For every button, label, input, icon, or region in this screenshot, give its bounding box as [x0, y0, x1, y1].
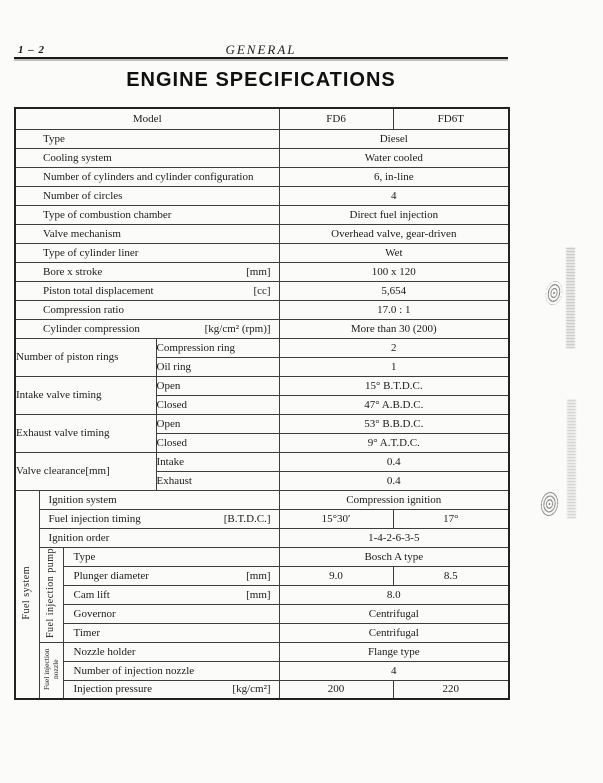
- fuel-injection-nozzle-band: Fuel injection nozzle: [39, 642, 63, 699]
- row-value: Centrifugal: [279, 604, 509, 623]
- sub-label: Intake: [156, 452, 279, 471]
- row-value: Water cooled: [279, 148, 509, 167]
- fd6-column-header: FD6: [279, 108, 393, 129]
- table-row-pump-type: [15, 547, 509, 566]
- table-row-timer: [15, 623, 509, 642]
- row-value: 100 x 120: [279, 262, 509, 281]
- row-value-fd6: 200: [279, 680, 393, 699]
- table-row-cylinder-compression: [15, 319, 509, 338]
- row-value: Centrifugal: [279, 623, 509, 642]
- table-row-ignition-order: [15, 528, 509, 547]
- table-row-injection-nozzle-count: [15, 661, 509, 680]
- row-unit: [cc]: [253, 284, 271, 297]
- group-label-valve-clearance: Valve clearance[mm]: [15, 452, 156, 490]
- row-label: Type of cylinder liner: [43, 246, 139, 259]
- table-row-cylinder-liner: [15, 243, 509, 262]
- row-label: Plunger diameter: [73, 569, 149, 582]
- row-value: Compression ignition: [279, 490, 509, 509]
- row-value: Flange type: [279, 642, 509, 661]
- row-label: Cylinder compression: [43, 322, 140, 335]
- row-label: Timer: [73, 626, 100, 639]
- row-unit: [mm]: [246, 588, 271, 601]
- row-label: Type: [43, 132, 65, 145]
- row-value: 0.4: [279, 452, 509, 471]
- group-label-intake-valve-timing: Intake valve timing: [15, 376, 156, 414]
- row-label: Type of combustion chamber: [43, 208, 172, 221]
- table-row-compression-ratio: [15, 300, 509, 319]
- row-label: Ignition order: [48, 531, 110, 544]
- row-value: More than 30 (200): [279, 319, 509, 338]
- row-label: Cooling system: [43, 151, 112, 164]
- table-row-ignition-system: [15, 490, 509, 509]
- row-label: Bore x stroke: [43, 265, 103, 278]
- table-row-fuel-injection-timing: [15, 509, 509, 528]
- fd6t-column-header: FD6T: [393, 108, 509, 129]
- row-value-fd6t: 8.5: [393, 566, 509, 585]
- table-row-displacement: [15, 281, 509, 300]
- row-value: Direct fuel injection: [279, 205, 509, 224]
- row-label: Valve mechanism: [43, 227, 121, 240]
- row-label: Type: [73, 550, 96, 563]
- table-row-valve-clearance-intake: [15, 452, 509, 471]
- row-value: 4: [279, 661, 509, 680]
- row-label: Number of circles: [43, 189, 123, 202]
- row-value: 1: [279, 357, 509, 376]
- scan-artifact-stripe-top: [566, 248, 575, 348]
- scan-artifact-stripe-bottom: [567, 400, 576, 518]
- row-value: 6, in-line: [279, 167, 509, 186]
- group-label-piston-rings: Number of piston rings: [15, 338, 156, 376]
- sub-label: Closed: [156, 395, 279, 414]
- row-value: 8.0: [279, 585, 509, 604]
- section-header: GENERAL: [225, 42, 297, 57]
- engine-spec-table: [14, 107, 510, 700]
- row-label: Piston total displacement: [43, 284, 154, 297]
- sub-label: Oil ring: [156, 357, 279, 376]
- table-row-cooling-system: [15, 148, 509, 167]
- sub-label: Closed: [156, 433, 279, 452]
- row-label: Compression ratio: [43, 303, 124, 316]
- scan-artifact-blob-top: [544, 280, 565, 307]
- sub-label: Open: [156, 376, 279, 395]
- row-value: Bosch A type: [279, 547, 509, 566]
- row-value-fd6t: 220: [393, 680, 509, 699]
- group-unit: [mm]: [85, 465, 110, 477]
- row-value: 17.0 : 1: [279, 300, 509, 319]
- header-rule: [14, 57, 508, 59]
- row-unit: [B.T.D.C.]: [223, 512, 271, 525]
- row-unit: [mm]: [246, 265, 271, 278]
- sub-label: Open: [156, 414, 279, 433]
- model-column-header: Model: [15, 108, 279, 129]
- table-row-intake-open: [15, 376, 509, 395]
- row-value-fd6t: 17°: [393, 509, 509, 528]
- row-value: 5,654: [279, 281, 509, 300]
- table-row-injection-pressure: [15, 680, 509, 699]
- table-row-plunger-diameter: [15, 566, 509, 585]
- row-value: 15° B.T.D.C.: [279, 376, 509, 395]
- page-title: ENGINE SPECIFICATIONS: [126, 69, 396, 91]
- table-row-compression-ring: [15, 338, 509, 357]
- row-value: 4: [279, 186, 509, 205]
- sub-label: Compression ring: [156, 338, 279, 357]
- table-row-cam-lift: [15, 585, 509, 604]
- row-label: Injection pressure: [73, 683, 152, 696]
- fuel-injection-pump-band: Fuel injection pump: [39, 547, 63, 642]
- fuel-system-band: Fuel system: [15, 490, 39, 699]
- scan-artifact-blob-bottom: [539, 491, 559, 517]
- row-value: 47° A.B.D.C.: [279, 395, 509, 414]
- table-row-combustion-chamber: [15, 205, 509, 224]
- table-row-circles: [15, 186, 509, 205]
- row-unit: [kg/cm² (rpm)]: [204, 322, 271, 335]
- row-value: 9° A.T.D.C.: [279, 433, 509, 452]
- row-label: Governor: [73, 607, 116, 620]
- row-label: Ignition system: [48, 493, 117, 506]
- row-value: Wet: [279, 243, 509, 262]
- table-row-governor: [15, 604, 509, 623]
- row-label: Nozzle holder: [73, 645, 136, 658]
- row-value: 2: [279, 338, 509, 357]
- row-unit: [mm]: [246, 569, 271, 582]
- table-header-row: [15, 108, 509, 129]
- row-value: 1-4-2-6-3-5: [279, 528, 509, 547]
- row-value: Overhead valve, gear-driven: [279, 224, 509, 243]
- row-value: 53° B.B.D.C.: [279, 414, 509, 433]
- sub-label: Exhaust: [156, 471, 279, 490]
- group-label-exhaust-valve-timing: Exhaust valve timing: [15, 414, 156, 452]
- table-row-type: [15, 129, 509, 148]
- table-row-cylinders: [15, 167, 509, 186]
- table-row-exhaust-open: [15, 414, 509, 433]
- page-number: 1 – 2: [18, 44, 45, 56]
- table-row-bore-stroke: [15, 262, 509, 281]
- row-value: Diesel: [279, 129, 509, 148]
- row-value-fd6: 9.0: [279, 566, 393, 585]
- row-label: Cam lift: [73, 588, 110, 601]
- row-value: 0.4: [279, 471, 509, 490]
- row-label: Fuel injection timing: [48, 512, 141, 525]
- table-row-nozzle-holder: [15, 642, 509, 661]
- row-value-fd6: 15°30′: [279, 509, 393, 528]
- row-label: Number of cylinders and cylinder configuration: [43, 170, 254, 183]
- table-row-valve-mechanism: [15, 224, 509, 243]
- row-unit: [kg/cm²]: [232, 683, 271, 696]
- row-label: Number of injection nozzle: [73, 664, 195, 677]
